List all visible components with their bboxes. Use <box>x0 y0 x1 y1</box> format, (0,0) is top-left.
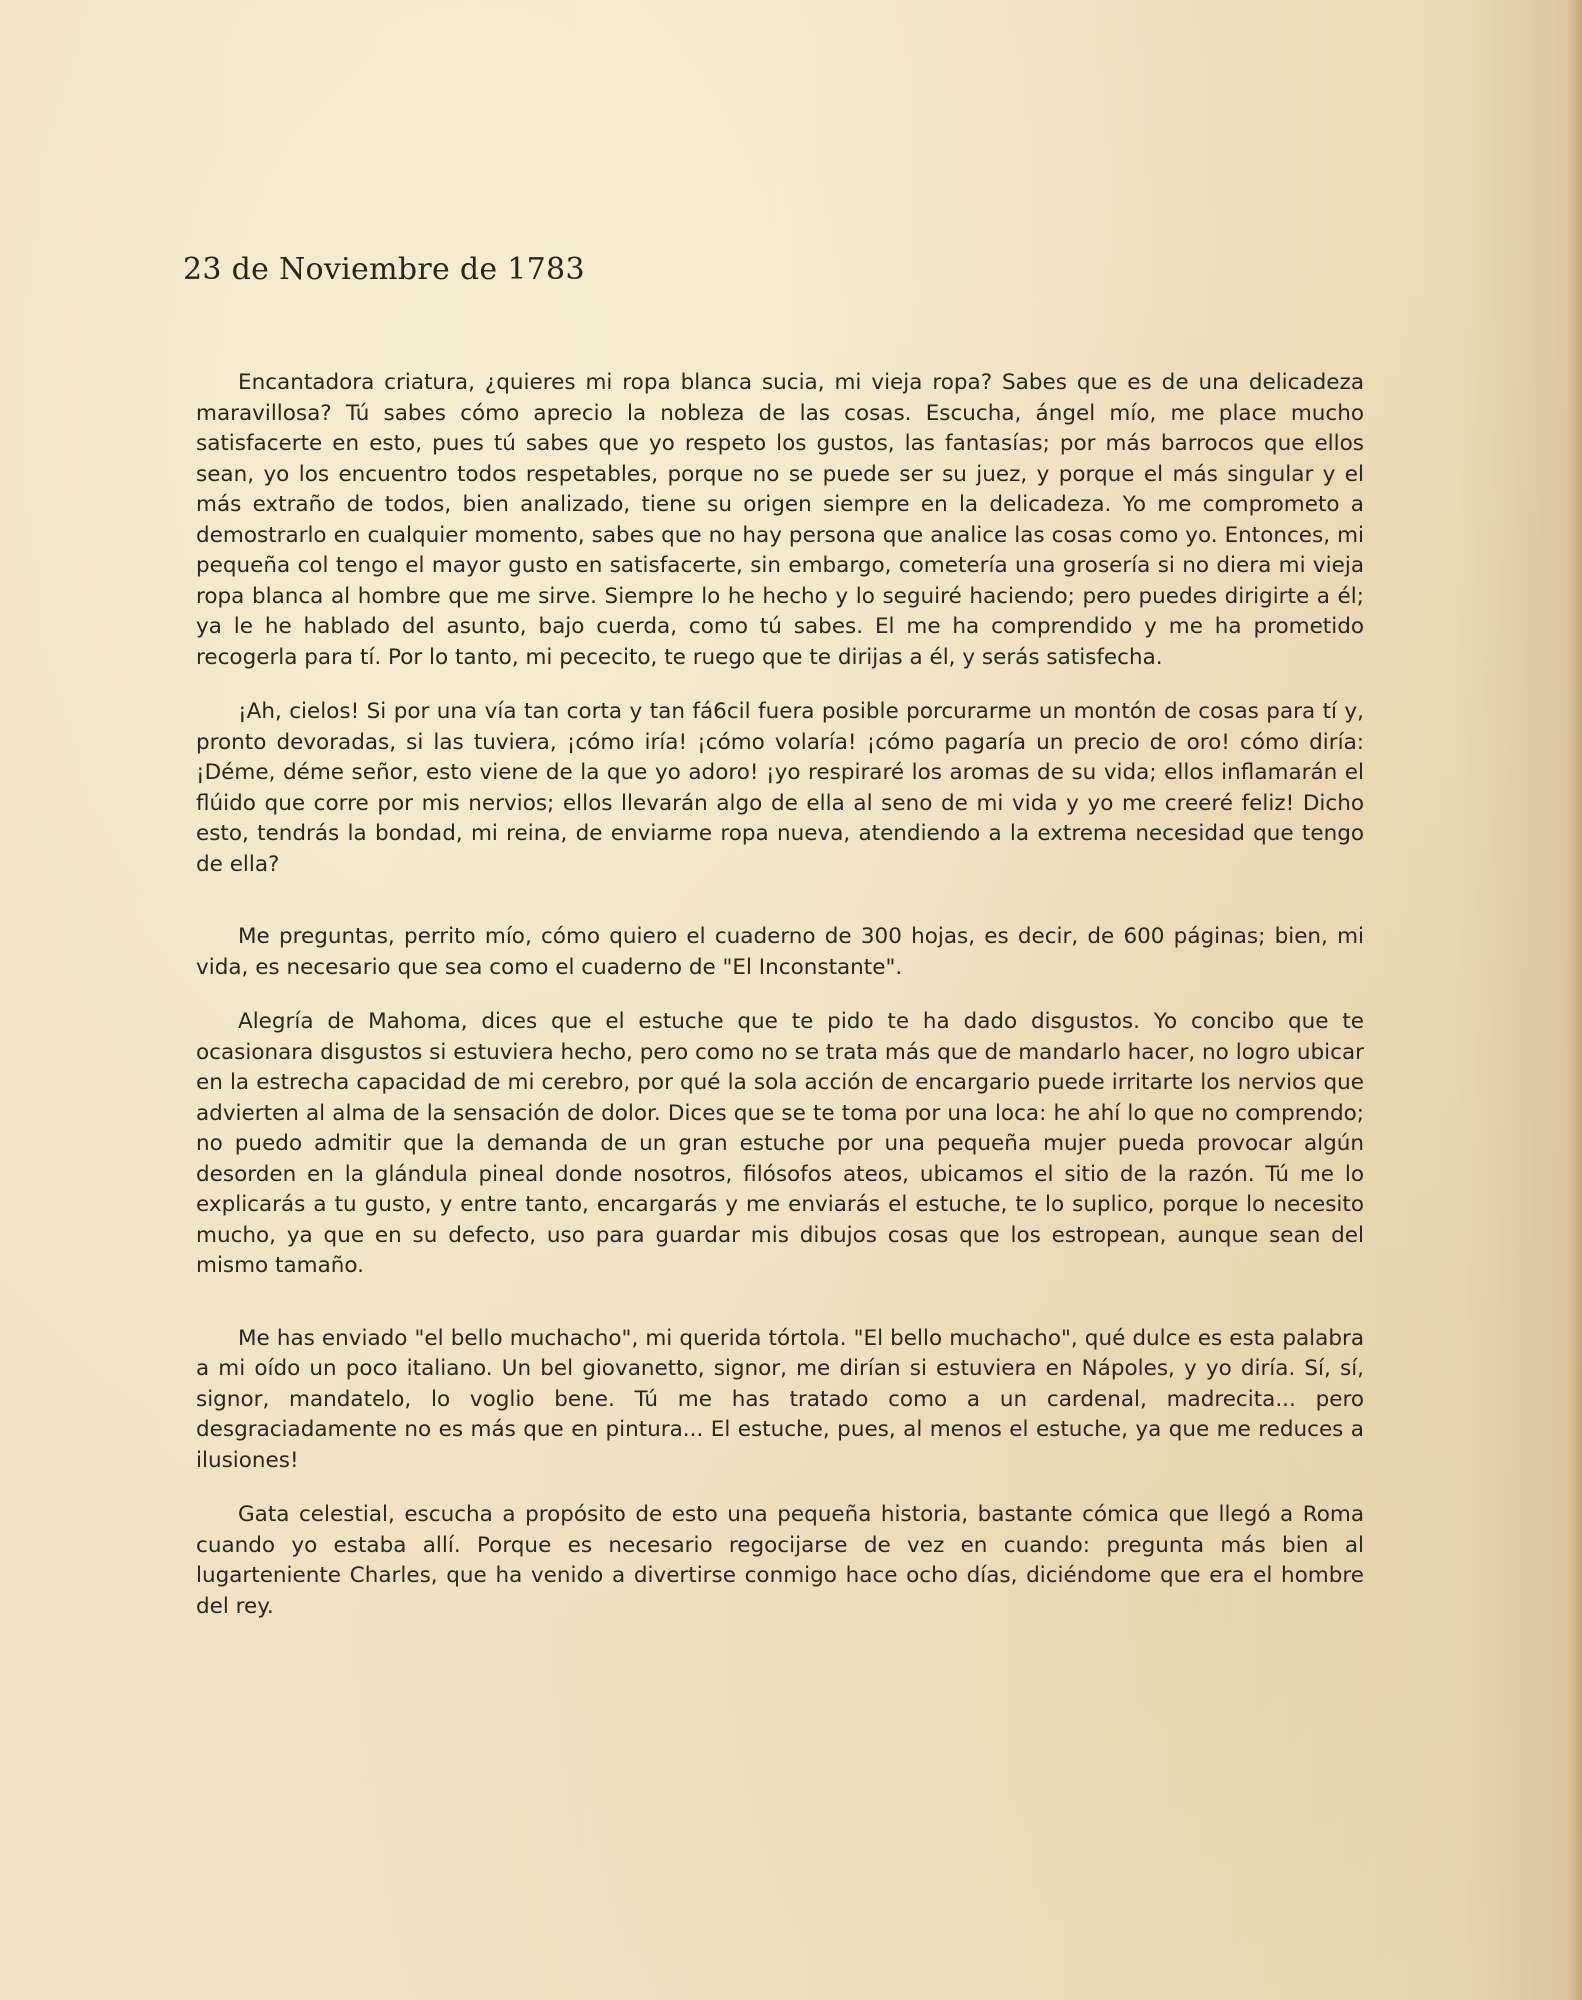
paragraph-ah-cielos: ¡Ah, cielos! Si por una vía tan corta y tan fá6cil fuera posible porcurarme un montón de cosas para tí y, pronto devoradas, si las tuviera, ¡cómo iría! ¡cómo volaría! ¡cómo pagaría un precio de oro! cómo diría: ¡Déme, déme señor, esto viene de la que yo adoro! ¡yo respiraré los aromas de su vida; ellos inflamarán el flúido que corre por mis nervios; ellos llevarán algo de ella al seno de mi vida y yo me creeré feliz! Dicho esto, tendrás la bondad, mi reina, de enviarme ropa nueva, atendiendo a la extrema necesidad que tengo de ella? <box>196 699 1364 877</box>
paragraph-ropa-blanca: Encantadora criatura, ¿quieres mi ropa blanca sucia, mi vieja ropa? Sabes que es de una delicadeza maravillosa? Tú sabes cómo aprecio la nobleza de las cosas. Escucha, ángel mío, me place mucho satisfacerte en esto, pues tú sabes que yo respeto los gustos, las fantasías; por más barrocos que ellos sean, yo los encuentro todos respetables, porque no se puede ser su juez, y porque el más singular y el más extraño de todos, bien analizado, tiene su origen siempre en la delicadeza. Yo me comprometo a demostrarlo en cualquier momento, sabes que no hay persona que analice las cosas como yo. Entonces, mi pequeña col tengo el mayor gusto en satisfacerte, sin embargo, cometería una grosería si no diera mi vieja ropa blanca al hombre que me sirve. Siempre lo he hecho y lo seguiré haciendo; pero puedes dirigirte a él; ya le he hablado del asunto, bajo cuerda, como tú sabes. El me ha comprendido y me ha prometido recogerla para tí. Por lo tanto, mi pececito, te ruego que te dirijas a él, y serás satisfecha. <box>196 370 1364 670</box>
letter-body <box>196 368 1364 1646</box>
paragraph-estuche: Alegría de Mahoma, dices que el estuche que te pido te ha dado disgustos. Yo concibo que te ocasionara disgustos si estuviera hecho, pero como no se trata más que de mandarlo hacer, no logro ubicar en la estrecha capacidad de mi cerebro, por qué la sola acción de encargario puede irritarte los nervios que advierten al alma de la sensación de dolor. Dices que se te toma por una loca: he ahí lo que no comprendo; no puedo admitir que la demanda de un gran estuche por una pequeña mujer pueda provocar algún desorden en la glándula pineal donde nosotros, filósofos ateos, ubicamos el sitio de la razón. Tú me lo explicarás a tu gusto, y entre tanto, encargarás y me enviarás el estuche, te lo suplico, porque lo necesito mucho, ya que en su defecto, uso para guardar mis dibujos cosas que los estropean, aunque sean del mismo tamaño. <box>196 1009 1364 1278</box>
paragraph-cuaderno: Me preguntas, perrito mío, cómo quiero el cuaderno de 300 hojas, es decir, de 600 páginas; bien, mi vida, es necesario que sea como el cuaderno de "El Inconstante". <box>196 924 1364 980</box>
paragraph-bello-muchacho: Me has enviado "el bello muchacho", mi querida tórtola. "El bello muchacho", qué dulce es esta palabra a mi oído un poco italiano. Un bel giovanetto, signor, me dirían si estuviera en Nápoles, y yo diría. Sí, sí, signor, mandatelo, lo voglio bene. Tú me has tratado como a un cardenal, madrecita... pero desgraciadamente no es más que en pintura... El estuche, pues, al menos el estuche, ya que me reduces a ilusiones! <box>196 1325 1364 1473</box>
page-edge-shadow <box>1568 0 1582 2000</box>
letter-date: 23 de Noviembre de 1783 <box>183 252 585 287</box>
paragraph-gata-celestial: Gata celestial, escucha a propósito de esto una pequeña historia, bastante cómica que llegó a Roma cuando yo estaba allí. Porque es necesario regocijarse de vez en cuando: pregunta más bien al lugarteniente Charles, que ha venido a divertirse conmigo hace ocho días, diciéndome que era el hombre del rey. <box>196 1502 1364 1619</box>
